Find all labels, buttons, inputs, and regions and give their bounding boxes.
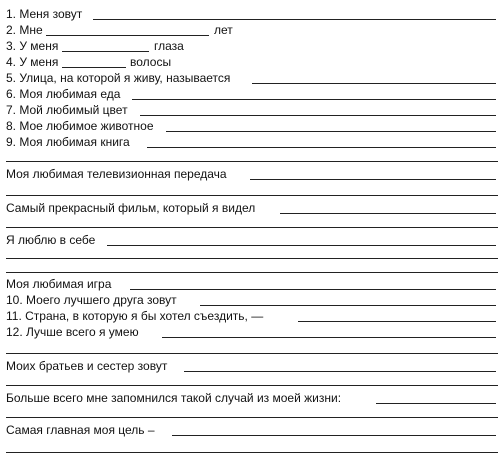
question-label: 11. Страна, в которую я бы хотел съездить, — (6, 309, 264, 323)
answer-line[interactable] (6, 258, 498, 259)
question-label: Моя любимая телевизионная передача (6, 167, 227, 181)
answer-line[interactable] (172, 435, 496, 436)
answer-line[interactable] (62, 67, 126, 68)
answer-line[interactable] (46, 35, 209, 36)
question-book-row (6, 134, 500, 150)
question-label: 1. Меня зовут (6, 7, 83, 21)
question-label: Самая главная моя цель – (6, 423, 155, 437)
question-animal-row (6, 118, 500, 134)
question-label: 9. Моя любимая книга (6, 135, 130, 149)
answer-line[interactable] (93, 19, 496, 20)
answer-line[interactable] (6, 161, 498, 162)
question-label: 12. Лучше всего я умею (6, 325, 139, 339)
answer-line[interactable] (162, 337, 496, 338)
question-siblings-row (6, 358, 500, 374)
question-memory-row (6, 390, 500, 406)
answer-line[interactable] (6, 272, 498, 273)
question-goal-row (6, 422, 500, 438)
question-name-row (6, 6, 500, 22)
answer-line[interactable] (6, 385, 498, 386)
question-label: 7. Мой любимый цвет (6, 103, 128, 117)
question-friend-row (6, 292, 500, 308)
answer-line[interactable] (147, 147, 496, 148)
answer-line[interactable] (298, 321, 496, 322)
question-label: 10. Моего лучшего друга зовут (6, 293, 177, 307)
question-game-row (6, 276, 500, 292)
question-country-row (6, 308, 500, 324)
answer-line[interactable] (184, 371, 496, 372)
answer-line[interactable] (200, 305, 496, 306)
question-label: 3. У меня (6, 39, 59, 53)
answer-line[interactable] (166, 131, 496, 132)
answer-line[interactable] (280, 213, 496, 214)
question-age-row (6, 22, 500, 38)
answer-line[interactable] (250, 179, 496, 180)
question-label: 8. Мое любимое животное (6, 119, 154, 133)
question-tv-row (6, 166, 500, 182)
question-label: Моих братьев и сестер зовут (6, 359, 168, 373)
question-label: Больше всего мне запомнился такой случай из моей жизни: (6, 391, 342, 405)
question-skill-row (6, 324, 500, 340)
answer-line[interactable] (140, 115, 496, 116)
question-label: Я люблю в себе (6, 233, 96, 247)
answer-line[interactable] (6, 353, 498, 354)
answer-line[interactable] (252, 83, 496, 84)
answer-line[interactable] (6, 452, 498, 453)
question-label: 4. У меня (6, 55, 59, 69)
answer-line[interactable] (6, 417, 498, 418)
answer-line[interactable] (107, 245, 496, 246)
question-food-row (6, 86, 500, 102)
question-suffix: лет (214, 23, 233, 37)
question-suffix: волосы (130, 55, 172, 69)
question-color-row (6, 102, 500, 118)
question-film-row (6, 200, 500, 216)
question-label: Самый прекрасный фильм, который я видел (6, 201, 256, 215)
answer-line[interactable] (376, 403, 496, 404)
question-suffix: глаза (154, 39, 184, 53)
question-hair-row (6, 54, 500, 70)
answer-line[interactable] (6, 227, 498, 228)
question-eyes-row (6, 38, 500, 54)
question-label: Моя любимая игра (6, 277, 112, 291)
question-label: 6. Моя любимая еда (6, 87, 121, 101)
question-label: 2. Мне (6, 23, 43, 37)
question-street-row (6, 70, 500, 86)
answer-line[interactable] (6, 195, 498, 196)
answer-line[interactable] (132, 99, 496, 100)
question-label: 5. Улица, на которой я живу, называется (6, 71, 231, 85)
question-self-row (6, 232, 500, 248)
answer-line[interactable] (62, 51, 149, 52)
answer-line[interactable] (130, 289, 496, 290)
